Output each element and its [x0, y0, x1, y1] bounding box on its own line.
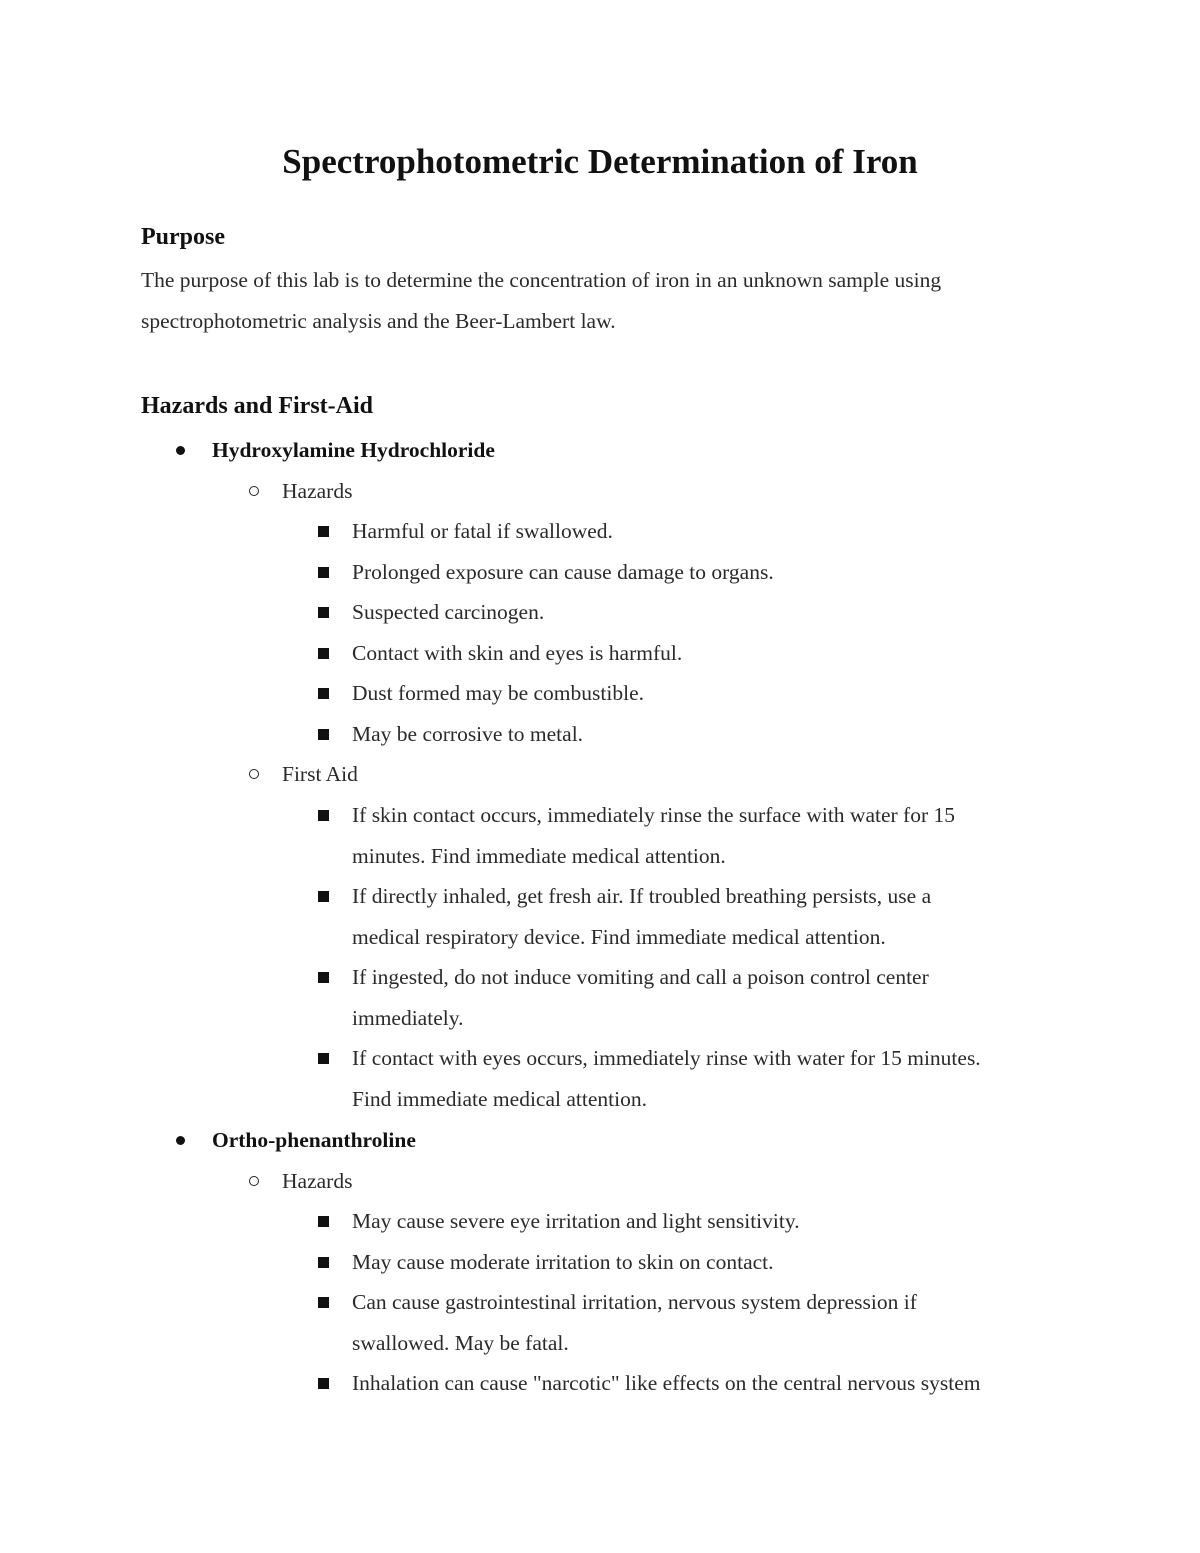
bullet-square-icon — [318, 891, 329, 902]
hazards-heading: Hazards and First-Aid — [141, 393, 374, 419]
bullet-square-icon — [318, 688, 329, 699]
bullet-square-icon — [318, 729, 329, 740]
purpose-text-line-1: The purpose of this lab is to determine the concentration of iron in an unknown sample using — [141, 268, 942, 292]
bullet-square-icon — [318, 648, 329, 659]
bullet-square-icon — [318, 1378, 329, 1389]
first-aid-item: If skin contact occurs, immediately rinse the surface with water for 15 — [352, 803, 955, 827]
first-aid-label: First Aid — [282, 762, 358, 786]
bullet-circle-icon — [249, 486, 259, 496]
purpose-text-line-2: spectrophotometric analysis and the Beer-Lambert law. — [141, 309, 616, 333]
bullet-square-icon — [318, 1257, 329, 1268]
chemical-name: Hydroxylamine Hydrochloride — [212, 438, 495, 462]
hazard-item: Can cause gastrointestinal irritation, nervous system depression if — [352, 1290, 917, 1314]
first-aid-item: If contact with eyes occurs, immediately rinse with water for 15 minutes. — [352, 1046, 981, 1070]
hazard-item: May be corrosive to metal. — [352, 722, 584, 746]
first-aid-item-continuation: immediately. — [352, 1006, 464, 1030]
first-aid-item-continuation: medical respiratory device. Find immediate medical attention. — [352, 925, 886, 949]
bullet-square-icon — [318, 526, 329, 537]
bullet-square-icon — [318, 810, 329, 821]
chemical-name: Ortho-phenanthroline — [212, 1128, 416, 1152]
bullet-square-icon — [318, 607, 329, 618]
hazard-item: Contact with skin and eyes is harmful. — [352, 641, 683, 665]
bullet-disc-icon — [176, 446, 185, 455]
purpose-heading: Purpose — [141, 224, 225, 250]
hazard-item: Inhalation can cause "narcotic" like effects on the central nervous system — [352, 1371, 981, 1395]
hazard-item: Harmful or fatal if swallowed. — [352, 519, 613, 543]
hazard-item: Dust formed may be combustible. — [352, 681, 644, 705]
bullet-circle-icon — [249, 1176, 259, 1186]
document-title: Spectrophotometric Determination of Iron — [282, 142, 918, 181]
bullet-square-icon — [318, 1297, 329, 1308]
first-aid-item-continuation: minutes. Find immediate medical attention. — [352, 844, 726, 868]
first-aid-item: If directly inhaled, get fresh air. If troubled breathing persists, use a — [352, 884, 932, 908]
first-aid-item-continuation: Find immediate medical attention. — [352, 1087, 647, 1111]
first-aid-item: If ingested, do not induce vomiting and call a poison control center — [352, 965, 929, 989]
bullet-square-icon — [318, 567, 329, 578]
hazard-item-continuation: swallowed. May be fatal. — [352, 1331, 569, 1355]
bullet-square-icon — [318, 1053, 329, 1064]
bullet-circle-icon — [249, 769, 259, 779]
hazards-label: Hazards — [282, 479, 353, 503]
bullet-square-icon — [318, 1216, 329, 1227]
hazard-item: May cause moderate irritation to skin on contact. — [352, 1250, 774, 1274]
bullet-disc-icon — [176, 1136, 185, 1145]
hazard-item: Prolonged exposure can cause damage to organs. — [352, 560, 774, 584]
hazard-item: Suspected carcinogen. — [352, 600, 545, 624]
bullet-square-icon — [318, 972, 329, 983]
hazards-label: Hazards — [282, 1169, 353, 1193]
hazard-item: May cause severe eye irritation and light sensitivity. — [352, 1209, 800, 1233]
